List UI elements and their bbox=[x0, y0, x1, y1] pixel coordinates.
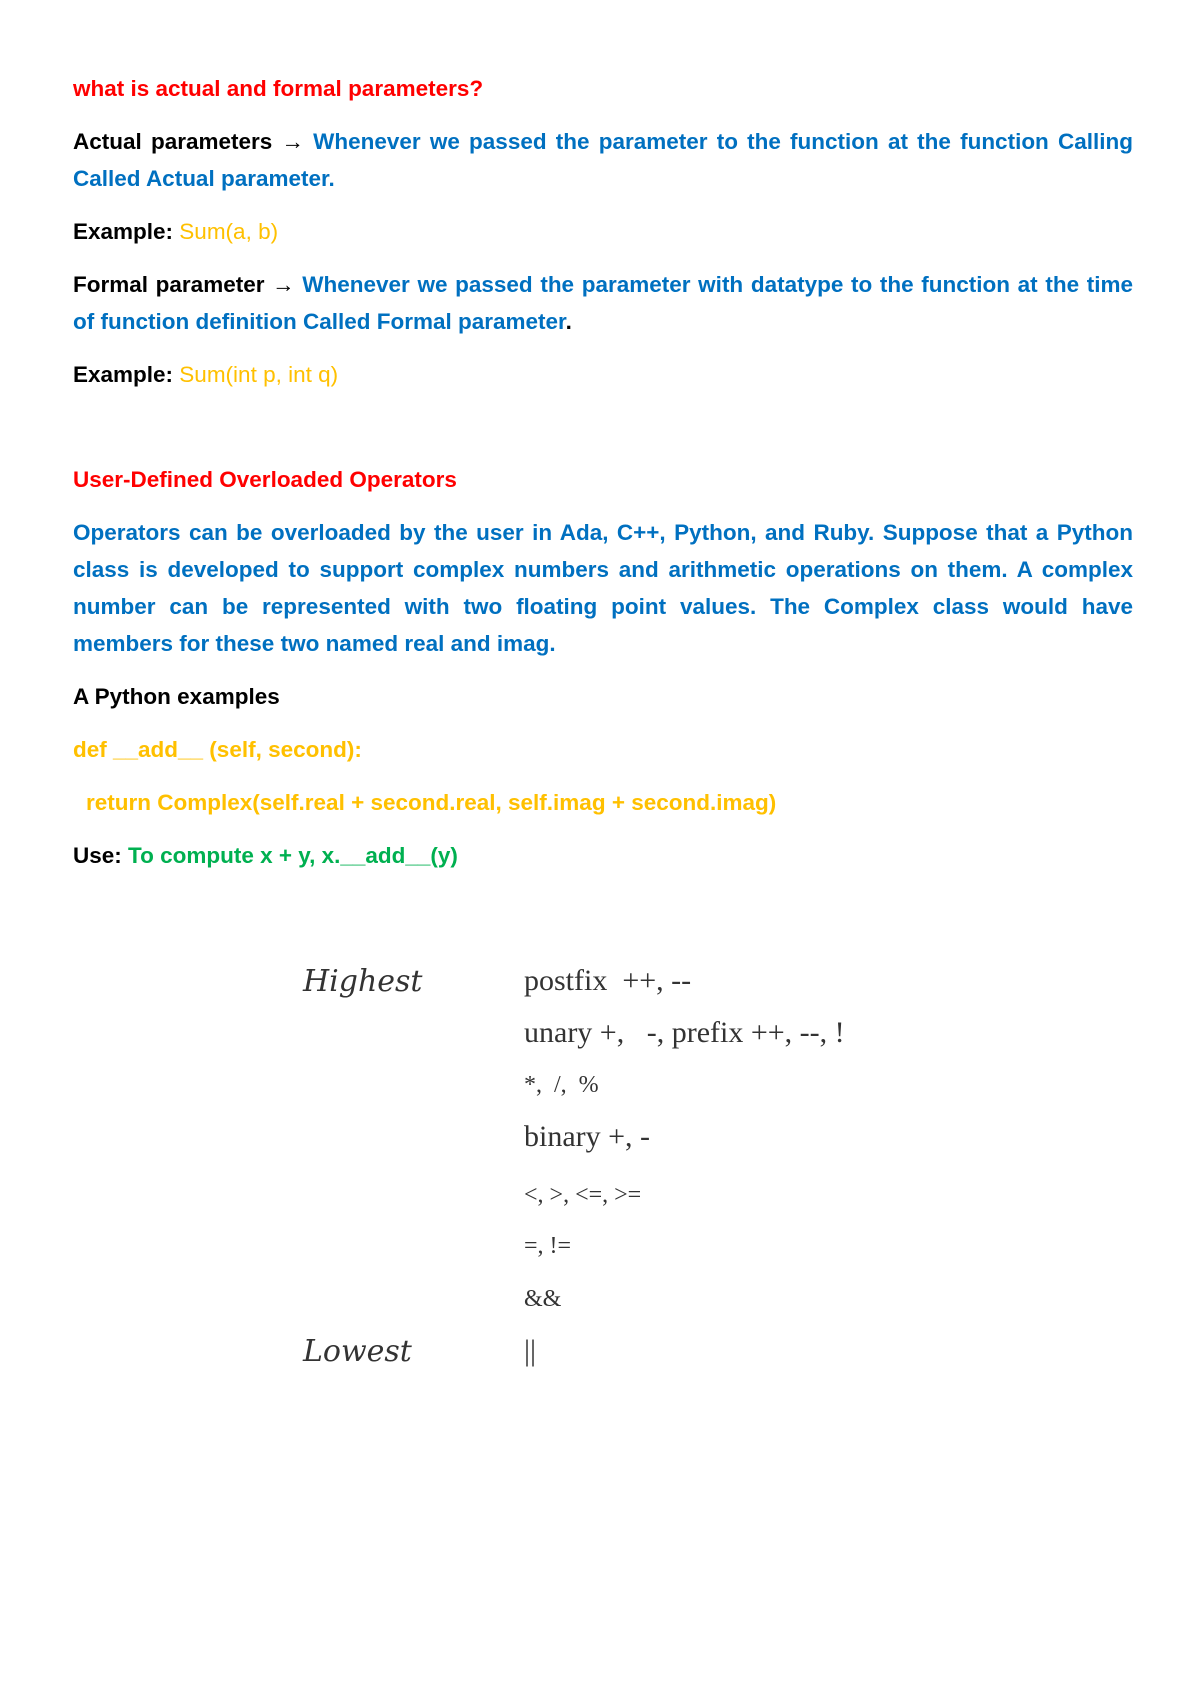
precedence-row-equality: =, != bbox=[524, 1233, 572, 1259]
precedence-row-logical-or: || bbox=[524, 1334, 537, 1367]
use-line bbox=[73, 837, 1133, 874]
actual-parameters-term: Actual parameters → bbox=[73, 129, 314, 154]
formal-parameter-text: Whenever we passed the parameter with datatype to the function at the time of function definition Called Formal parameter bbox=[73, 272, 1133, 334]
precedence-row-multiplicative: *, /, % bbox=[524, 1072, 599, 1098]
formal-parameter-period: . bbox=[565, 309, 572, 334]
precedence-row-unary: unary +, -, prefix ++, --, ! bbox=[524, 1016, 845, 1049]
actual-example bbox=[73, 213, 1133, 250]
section-heading-overloaded-operators: User-Defined Overloaded Operators bbox=[73, 467, 457, 492]
precedence-row-logical-and: && bbox=[524, 1286, 562, 1312]
actual-parameters-definition bbox=[73, 123, 1133, 197]
actual-example-label: Example: bbox=[73, 219, 180, 244]
overloaded-operators-paragraph: Operators can be overloaded by the user in Ada, C++, Python, and Ruby. Suppose that a Python class is developed to support complex numbers and arithmetic operations on them. A complex number can be represented with two floating point values. The Complex class would have members for these two named real and imag. bbox=[73, 520, 1133, 656]
actual-parameters-text: Whenever we passed the parameter to the function at the function Calling Called Actual parameter. bbox=[73, 129, 1133, 191]
formal-example-label: Example: bbox=[73, 362, 180, 387]
python-example-heading: A Python examples bbox=[73, 684, 280, 709]
precedence-row-relational: <, >, <=, >= bbox=[524, 1182, 642, 1208]
highest-label: Highest bbox=[303, 964, 423, 999]
code-line-return: return Complex(self.real + second.real, self.imag + second.imag) bbox=[86, 790, 777, 815]
formal-example-value: Sum(int p, int q) bbox=[179, 362, 339, 387]
section-heading-parameters: what is actual and formal parameters? bbox=[73, 76, 484, 101]
formal-parameter-definition bbox=[73, 266, 1133, 340]
code-line-def: def __add__ (self, second): bbox=[73, 737, 362, 762]
precedence-row-postfix: postfix ++, -- bbox=[524, 964, 692, 997]
precedence-row-binary: binary +, - bbox=[524, 1120, 651, 1153]
use-value: To compute x + y, x.__add__(y) bbox=[128, 843, 458, 868]
lowest-label: Lowest bbox=[303, 1334, 412, 1369]
formal-example bbox=[73, 356, 1133, 393]
section-spacer bbox=[73, 409, 1133, 461]
actual-example-value: Sum(a, b) bbox=[179, 219, 279, 244]
use-label: Use: bbox=[73, 843, 129, 868]
document-page bbox=[73, 70, 1133, 890]
formal-parameter-term: Formal parameter → bbox=[73, 272, 303, 297]
